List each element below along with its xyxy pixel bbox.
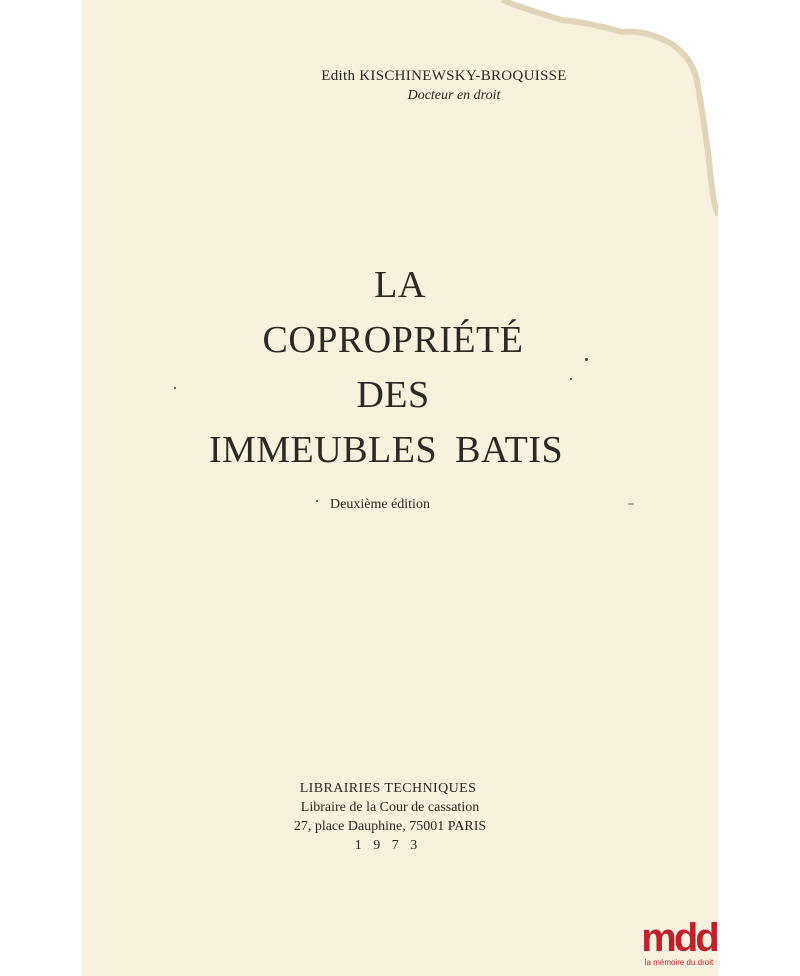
speck: [628, 503, 634, 505]
logo-text: mdd: [641, 916, 717, 960]
publisher-subtitle: Libraire de la Cour de cassation: [300, 800, 480, 815]
title-line: LA: [374, 264, 426, 306]
publisher-block: [82, 779, 718, 855]
publication-year: 1 9 7 3: [354, 838, 422, 853]
author-block: [82, 68, 718, 104]
publisher-name: LIBRAIRIES TECHNIQUES: [299, 781, 477, 796]
publisher-address: 27, place Dauphine, 75001 PARIS: [293, 819, 487, 834]
author-name: Edith KISCHINEWSKY-BROQUISSE: [321, 68, 567, 84]
title-line: DES: [356, 374, 430, 416]
title-line: COPROPRIÉTÉ: [262, 319, 524, 361]
speck: [585, 358, 588, 361]
speck: [316, 500, 318, 502]
title-page: [82, 0, 718, 976]
edition-label: Deuxième édition: [330, 497, 430, 512]
torn-corner: [82, 0, 718, 220]
speck: [570, 378, 572, 380]
logo-tagline: la mémoire du droit: [644, 958, 714, 967]
author-title: Docteur en droit: [407, 88, 501, 103]
speck: [174, 387, 176, 389]
mdd-logo: [636, 916, 722, 976]
logo-mark: [636, 916, 722, 960]
title-line: IMMEUBLES BATIS: [208, 429, 564, 471]
book-title: [82, 258, 718, 478]
